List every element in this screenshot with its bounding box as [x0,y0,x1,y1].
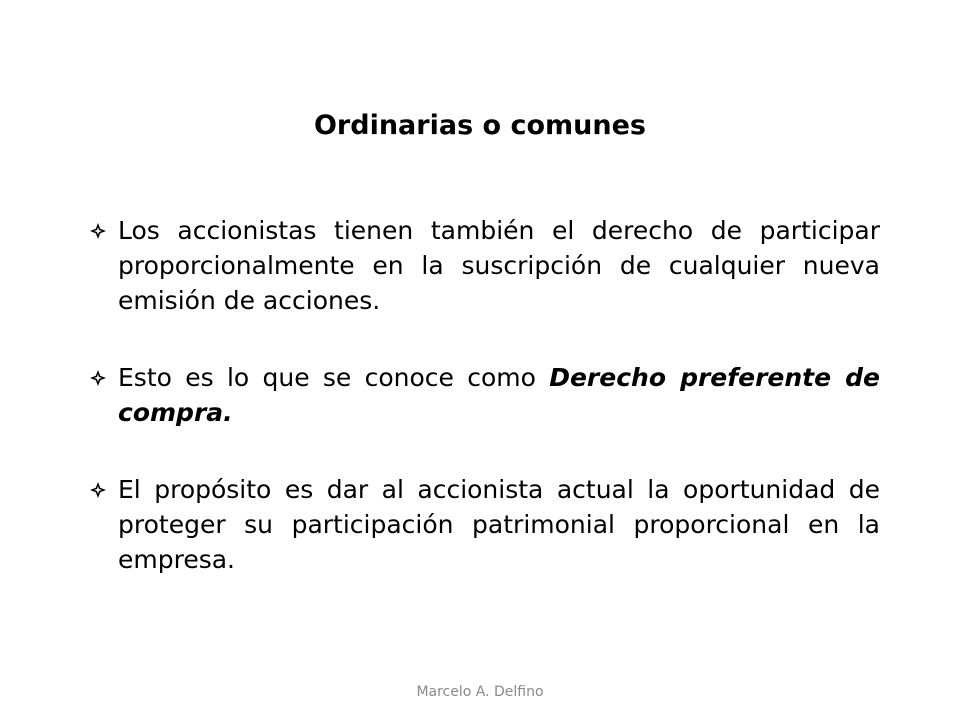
bullet-item [88,213,880,318]
emphasized-term: Derecho preferente de compra. [118,363,880,427]
bullet-text-plain: Esto es lo que se conoce como [118,363,550,392]
diamond-bullet-icon [88,482,108,498]
footer-author: Marcelo A. Delfino [416,684,544,700]
bullet-item [88,360,880,430]
bullet-text: El propósito es dar al accionista actual la oportunidad de proteger su participación patrimonial proporcional en la empresa. [118,475,880,574]
bullet-list [88,213,880,619]
bullet-item [88,472,880,577]
bullet-text: Los accionistas tienen también el derecho de participar proporcionalmente en la suscripción de cualquier nueva emisión de acciones. [118,216,880,315]
bullet-text [118,360,880,430]
diamond-bullet-icon [88,370,108,386]
slide-title: Ordinarias o comunes [313,110,646,141]
diamond-bullet-icon [88,223,108,239]
